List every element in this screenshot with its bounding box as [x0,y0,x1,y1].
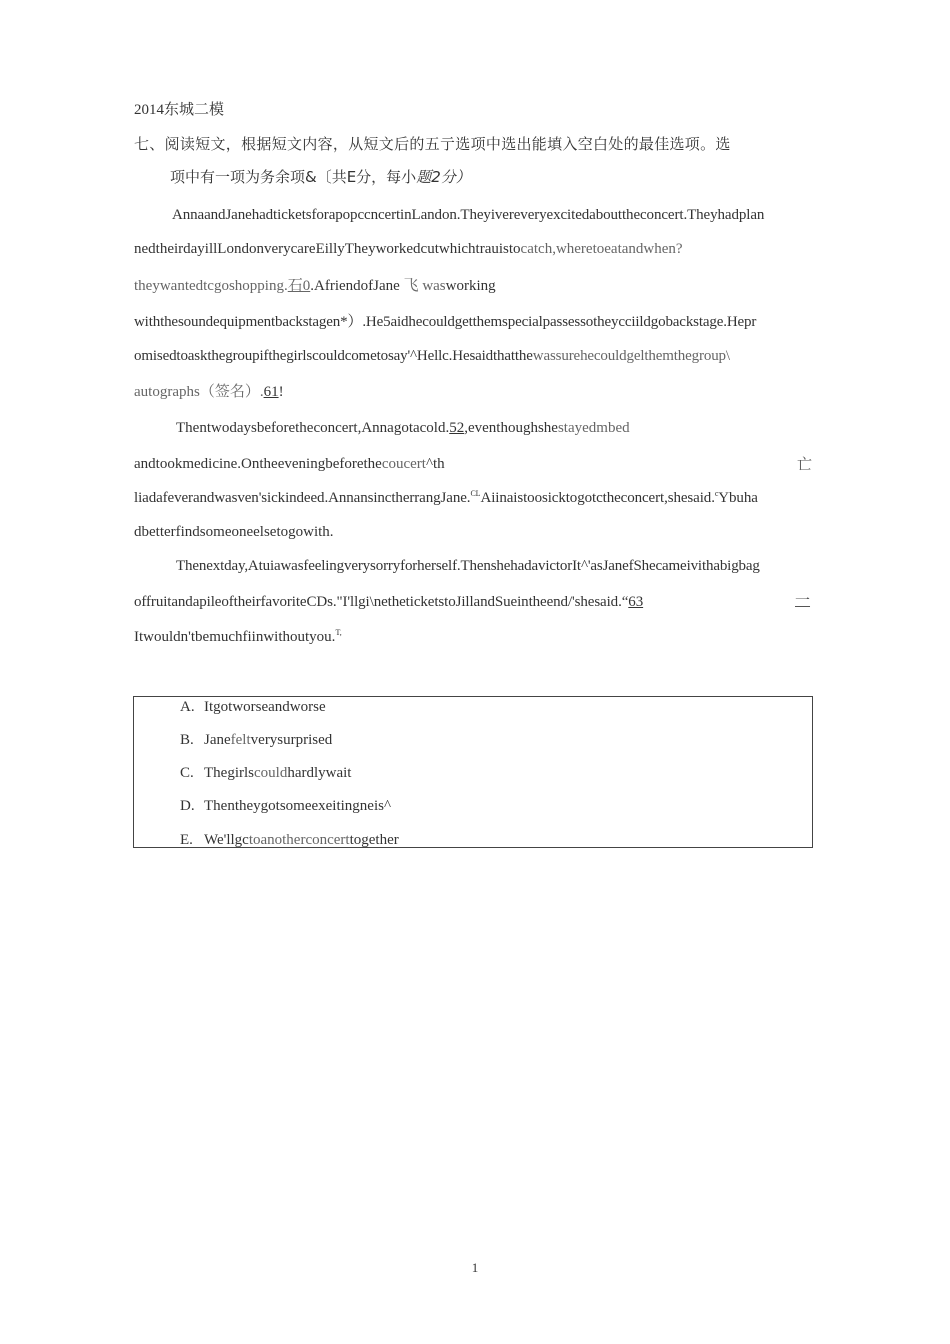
instruction-line-2: 项中有一项为务余项&〔共E分，每小题2分） [170,168,471,186]
options-box [133,696,813,848]
blank-63-line: 一 [795,591,811,609]
blank-63: 63 [628,594,644,610]
passage-p1-line-5: omisedtoaskthegroupifthegirlscouldcometosay'^Hellc.Hesaidthatthewassurehecouldgelthemthegroup\ [134,348,730,364]
blank-60: 石0 [287,278,311,294]
blank-62: 52 [449,420,465,436]
passage-p1-line-1: AnnaandJanehadticketsforapopccncertinLandon.Theyivereveryexcitedabouttheconcert.Theyhadplan [172,207,765,223]
option-c: C. Thegirlscouldhardlywait [180,765,352,781]
margin-mark: 亡 [797,455,813,473]
passage-p2-line-2: andtookmedicine.Ontheeveningbeforethecoucert^th [134,456,445,472]
option-b: B. Janefeltverysurprised [180,732,333,748]
passage-p1-line-4: withthesoundequipmentbackstagen*）.He5aidhecouldgetthemspecialpassessotheycciildgobackstage.Hepr [134,314,757,330]
passage-p1-line-3: theywantedtcgoshopping.石0.AfriendofJane 飞 wasworking [134,276,496,294]
page-number: 1 [471,1260,479,1275]
passage-p3-line-2: offruitandapileoftheirfavoriteCDs."I'llgi\netheticketstoJillandSueintheend/'shesaid.“63 [134,594,644,610]
option-a: A. Itgotworseandworse [180,699,326,715]
blank-61: 61 [263,384,279,400]
document-title: 2014东城二模 [134,102,225,118]
passage-p3-line-3: Itwouldn'tbemuchfiinwithoutyou.$^{T,}$ [134,628,342,645]
passage-p2-line-4: dbetterfindsomeoneelsetogowith. [134,524,334,540]
passage-p1-line-2: nedtheirdayillLondonverycareEillyTheyworkedcutwhichtrauistocatch,wheretoeatandwhen? [134,241,683,257]
option-d: D. Thentheygotsomeexeitingneis^ [180,798,391,814]
passage-p3-line-1: Thenextday,Atuiawasfeelingverysorryforherself.ThenshehadavictorIt^'asJanefShecameivithabigbag [176,558,760,574]
passage-p2-line-3: liadafeverandwasven'sickindeed.AnnansinctherrangJane.$^{CL}$Aiinaistoosicktogotctheconcert,shesaid.$^c$Ybuha [134,489,758,506]
passage-p1-line-6: autographs（签名）.61! [134,384,284,400]
passage-p2-line-1: Thentwodaysbeforetheconcert,Annagotacold.52,eventhoughshestayedmbed [176,420,630,436]
option-e: E. We'llgctoanotherconcerttogether [180,832,399,848]
instruction-line-1: 七、阅读短文，根据短文内容，从短文后的五亍选项中选出能填入空白处的最佳选项。选 [134,135,731,153]
